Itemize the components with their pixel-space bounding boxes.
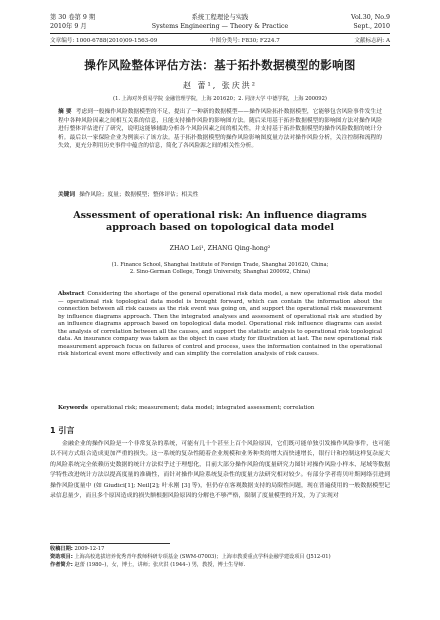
keywords-cn-label: 关键词 — [58, 192, 76, 198]
header-rule-bottom — [50, 45, 390, 46]
article-id: 文章编号: 1000-6788(2010)09-1563-09 — [50, 38, 158, 44]
abstract-cn-text: 考虑到一般操作风险数据模型的不足，提出了一种新的数据模型——操作风险拓扑数据模型，它能够包含风险事件发生过程中各种风险因素之间相互关系的信息，且能支持操作风险的影响图方法。随后采用基于拓扑数据模型的影响图方法对操作风险进行整体评估进行了研究，说明这能够辅助分析各个风险因素之间的相关性，并支持基于拓扑数据模型的操作风险数据的统计分析。最后以一家保险企业为例演示了该方法。基于拓扑数据模型的操作风险影响图度量方法对操作风险分析，关注控制和流程的失效，更充分利用历史事件中蕴含的信息，简化了各风险源之间的相关性分析。 — [58, 109, 383, 150]
affiliations-cn: (1. 上海对外贸易学院 金融管理学院，上海 201620；2. 同济大学 中德学院，上海 200092) — [113, 96, 327, 102]
abstract-en-text: Considering the shortage of the general operational risk data model, a new operational risk data model — operational risk topological data model is brought forward, which can contain the information about the connection between all risk causes as the risk event was going on, and support the operational risk measurement by influence diagrams approach. Then the integrated analyses and assessment of operational risk are studied by an influence diagrams approach based on topological data model. Operational risk influence diagrams can assist the analysis of correlation between all the causes, and support the statistic analysis to operational risk topological data. An insurance company was taken as the object in case study for illustration at last. The new operational risk measurement approach focus on failures of control and process, uses the information contained in the operational risk historical event more effectively and can simplify the correlation analysis of risk causes. — [58, 291, 382, 358]
keywords-cn-text: 操作风险；度量；数据模型；整体评估；相关性 — [79, 192, 199, 198]
affiliation-en-1: (1. Finance School, Shanghai Institute of Foreign Trade, Shanghai 201620, China; — [111, 262, 329, 268]
footnote-author-label: 作者简介: — [50, 562, 73, 568]
keywords-en-text: operational risk; measurement; data model; integrated assessment; correlation — [90, 405, 315, 411]
abstract-cn-label: 摘 要 — [58, 109, 72, 115]
affiliations-en — [0, 262, 440, 277]
footnote-rule — [50, 543, 170, 544]
abstract-en — [58, 291, 382, 359]
introduction-paragraph: 金融企业的操作风险是一个非常复杂的系统，可能有几十个甚至上百个风险原因，它们既可能单独引发操作风险事件，也可能以不同方式组合造成更加严重的损失。这一系统的复杂性随着企业规模和业务种类的增大而快速增长，银行计和控制这样复杂庞大的风险系统完全依赖历史数据的统计方法似乎过于理想化，目前大部分操作风险的度量研究力图针对操作风险小样本、尾域等数据学特性改进统计方法以提高度量的准确性，而针对操作风险系统复杂性的度量方法研究相对较少。有部分学者将贝叶斯网络引进到操作风险度量中 (如 Giudici[1]; Neil[2]; 叶永刚 [3] 等)，但仍存在客观数据支持的局限性问题，现在普遍使用的一般数据模型记录信息量少，而且多个原因造成的损失额根据风险原因的分解也不够严格，限制了度量模型的开发，为了实现对 — [50, 441, 390, 500]
footnote-author-text: 赵蕾 (1980–)，女，博士，讲师；张庆洪 (1944–) 男，教授，博士生导师. — [74, 562, 246, 568]
keywords-en-label: Keywords — [58, 405, 88, 411]
keywords-cn — [58, 189, 382, 198]
footnote-received-date: 2009-12-17 — [74, 546, 105, 552]
date-cn: 2010年 9 月 — [50, 23, 87, 30]
clc-number: 中图分类号: F830; F224.7 — [210, 38, 280, 44]
doc-code: 文献标志码: A — [354, 38, 390, 44]
abstract-en-label: Abstract — [58, 291, 85, 297]
journal-name-en: Systems Engineering — Theory & Practice — [151, 23, 289, 30]
footnote-received-label: 收稿日期: — [50, 546, 73, 552]
paper-title-en: Assessment of operational risk: An influence diagrams approach based on topological data model — [73, 210, 367, 233]
footnote-received — [50, 546, 390, 553]
authors-cn: 赵 蕾¹, 张庆洪² — [182, 81, 258, 90]
header-rule-top — [50, 33, 390, 34]
volume-issue-en: Vol.30, No.9 — [351, 14, 390, 21]
keywords-en — [58, 405, 382, 411]
affiliation-en-2: 2. Sino-German College, Tongji University, Shanghai 200092, China) — [129, 269, 311, 276]
footnote-funding-text: 上海高校选拔培养优秀青年教师科研专项基金 (SWM-07003)；上海市教委重点学科金融学建设项目 (J512-01) — [74, 554, 331, 560]
footnote-author — [50, 562, 390, 569]
date-en: Sept., 2010 — [353, 23, 390, 30]
article-meta — [50, 35, 390, 44]
footnote-funding-label: 资助项目: — [50, 554, 73, 560]
authors-en: ZHAO Lei¹, ZHANG Qing-hong² — [169, 245, 271, 252]
abstract-cn — [58, 108, 382, 151]
section-heading-introduction: 1 引言 — [50, 426, 75, 435]
footnote-funding — [50, 554, 390, 561]
paper-title-cn: 操作风险整体评估方法：基于拓扑数据模型的影响图 — [84, 58, 356, 72]
journal-name-cn: 系统工程理论与实践 — [191, 14, 249, 21]
volume-issue-cn: 第 30 卷第 9 期 — [50, 14, 96, 21]
